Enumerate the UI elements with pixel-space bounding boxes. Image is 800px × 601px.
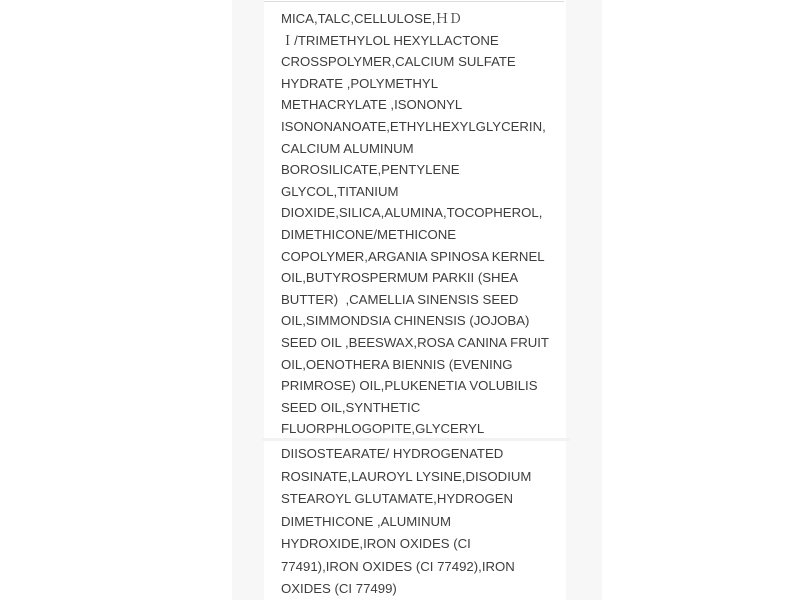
ingredient-line: PRIMROSE) OIL,PLUKENETIA VOLUBILIS: [281, 378, 538, 394]
ingredient-line: BUTTER) ,CAMELLIA SINENSIS SEED: [281, 291, 519, 307]
ingredient-line: DIMETHICONE ,ALUMINUM: [281, 513, 451, 529]
ingredient-line: BOROSILICATE,PENTYLENE: [281, 162, 460, 178]
ingredient-line: FLUORPHLOGOPITE,GLYCERYL: [281, 421, 485, 437]
ingredient-line: 77491),IRON OXIDES (CI 77492),IRON: [281, 558, 515, 574]
ingredient-line: ISONONANOATE,ETHYLHEXYLGLYCERIN,: [281, 118, 546, 134]
ingredient-line: DIMETHICONE/METHICONE: [281, 226, 457, 242]
ingredient-line: GLYCOL,TITANIUM: [281, 183, 399, 199]
top-divider: [264, 1, 564, 2]
ingredient-line: OIL,BUTYROSPERMUM PARKII (SHEA: [281, 270, 519, 286]
ingredient-line: HYDROXIDE,IRON OXIDES (CI: [281, 536, 471, 551]
ingredient-line: ROSINATE,LAUROYL LYSINE,DISODIUM: [281, 468, 532, 484]
ingredient-line: COPOLYMER,ARGANIA SPINOSA KERNEL: [281, 248, 545, 264]
ingredient-line: Ｉ/TRIMETHYLOL HEXYLLACTONE: [281, 32, 499, 48]
ingredient-line: HYDRATE ,POLYMETHYL: [281, 75, 439, 91]
ingredient-line: OIL,OENOTHERA BIENNIS (EVENING: [281, 356, 513, 372]
right-margin: [566, 0, 602, 600]
left-margin: [232, 0, 264, 600]
ingredient-line: DIOXIDE,SILICA,ALUMINA,TOCOPHEROL,: [281, 205, 543, 221]
ingredient-line: METHACRYLATE ,ISONONYL: [281, 97, 463, 113]
ingredient-list-top: [281, 8, 549, 440]
ingredient-line: CROSSPOLYMER,CALCIUM SULFATE: [281, 54, 516, 70]
ingredient-line: OIL,SIMMONDSIA CHINENSIS (JOJOBA): [281, 313, 530, 329]
ingredient-line: OXIDES (CI 77499): [281, 581, 397, 596]
ingredient-list-bottom: [281, 443, 531, 601]
ingredient-line: SEED OIL,SYNTHETIC: [281, 399, 421, 415]
ingredient-line: SEED OIL ,BEESWAX,ROSA CANINA FRUIT: [281, 334, 549, 350]
ingredient-line: DIISOSTEARATE/ HYDROGENATED: [281, 446, 504, 461]
ingredient-line: STEAROYL GLUTAMATE,HYDROGEN: [281, 491, 514, 506]
ingredient-line: MICA,TALC,CELLULOSE,ＨＤ: [281, 11, 462, 26]
ingredient-line: CALCIUM ALUMINUM: [281, 140, 414, 156]
